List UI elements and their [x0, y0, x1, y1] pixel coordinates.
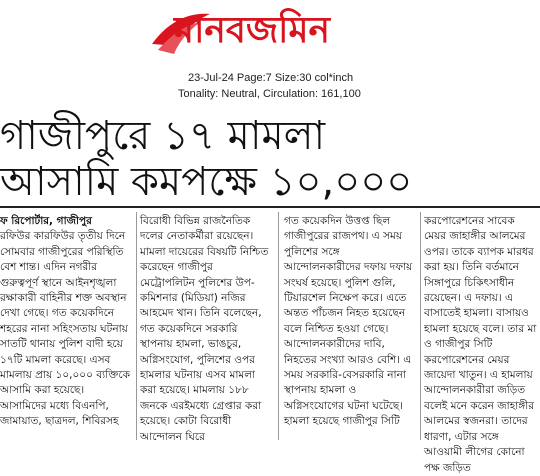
column-3-text: গত কয়েকদিন উত্তপ্ত ছিল গাজীপুরের রাজপথ। এ সময় পুলিশের সঙ্গে আন্দোলনকারীদের দফায় দফায় সংঘর্ষ হয়েছে। পুলিশ গুলি, টিয়ারশেল নিক্ষেপ করে। এতে অন্তত পাঁচজন নিহত হয়েছেন বলে নিশ্চিত হওয়া গেছে। আন্দোলনকারীদের দাবি, নিহতের সংখ্যা আরও বেশি। এ সময় সরকারি-বেসরকারি নানা স্থাপনায় হামলা ও অগ্নিসংযোগের ঘটনা ঘটেছে। হামলা হয়েছে গাজীপুর সিটি	[284, 215, 413, 428]
masthead-logo	[148, 4, 388, 62]
article-column-3	[284, 214, 414, 440]
article-column-1	[0, 214, 132, 440]
headline-line-1: গাজীপুরে ১৭ মামলা	[0, 113, 326, 159]
column-divider	[136, 212, 137, 440]
masthead-name: মানবজমিন	[174, 10, 330, 51]
column-4-text: করপোরেশনের সাবেক মেয়র জাহাঙ্গীর আলমের ওপর। তাকে ব্যাপক মারধর করা হয়। তিনি বর্তমানে সিঙ্গাপুরে চিকিৎসাধীন রয়েছেন। এ দফায়। এ বাসাতেই হামলা। বাসায়ও হামলা হয়েছে বলে। তার মা ও গাজীপুর সিটি করপোরেশনের মেয়র জায়েদা খাতুন। এ হামলায় আন্দোলনকারীরা জড়িত বলেই মনে করেন জাহাঙ্গীর আলমের স্বজনরা। তাদের ধারণা, এটার সঙ্গে আওয়ামী লীগের কোনো পক্ষ জড়িত	[424, 215, 537, 474]
headline-line-2: আসামি কমপক্ষে ১০,০০০	[0, 159, 413, 205]
clip-metadata	[178, 70, 361, 102]
article-column-2	[140, 214, 270, 443]
column-divider	[420, 212, 421, 440]
clip-date-page-size: 23-Jul-24 Page:7 Size:30 col*inch	[188, 72, 354, 84]
article-byline: ফ রিপোর্টার, গাজীপুর	[0, 215, 92, 227]
headline-divider	[0, 206, 540, 208]
column-divider	[278, 212, 279, 440]
clip-tonality-circulation: Tonality: Neutral, Circulation: 161,100	[178, 88, 361, 100]
column-1-text: রফিউর কারফিউর তৃতীয় দিনে সোমবার গাজীপুরের পরিস্থিতি বেশ শান্ত। এদিন নগরীর গুরুত্বপূর্ণ স্থানে আইনশৃঙ্খলা রক্ষাকারী বাহিনীর শক্ত অবস্থান দেখা গেছে। গত কয়েকদিনে শহরের নানা সহিংসতায় ঘটনায় সাতটি থানায় পুলিশ বাদী হয়ে ১৭টি মামলা করেছে। এসব মামলায় প্রায় ১০,০০০ ব্যক্তিকে আসামি করা হয়েছে। আসামিদের মধ্যে বিএনপি, জামায়াত, ছাত্রদল, শিবিরসহ	[0, 230, 130, 428]
article-column-4	[424, 214, 540, 474]
column-2-text: বিরোধী বিভিন্ন রাজনৈতিক দলের নেতাকর্মীরা রয়েছেন। মামলা দায়েরের বিষয়টি নিশ্চিত করেছেন গাজীপুর মেট্রোপলিটন পুলিশের উপ-কমিশনার (মিডিয়া) নজির আহমেদ খান। তিনি বলেছেন, গত কয়েকদিনে সরকারি স্থাপনায় হামলা, ভাঙচুর, অগ্নিসংযোগ, পুলিশের ওপর হামলার ঘটনায় এসব মামলা করা হয়েছে। মামলায় ১৮৮ জনকে এরইমধ্যে গ্রেপ্তার করা হয়েছে। কোটা বিরোধী আন্দোলন ঘিরে	[140, 215, 269, 443]
